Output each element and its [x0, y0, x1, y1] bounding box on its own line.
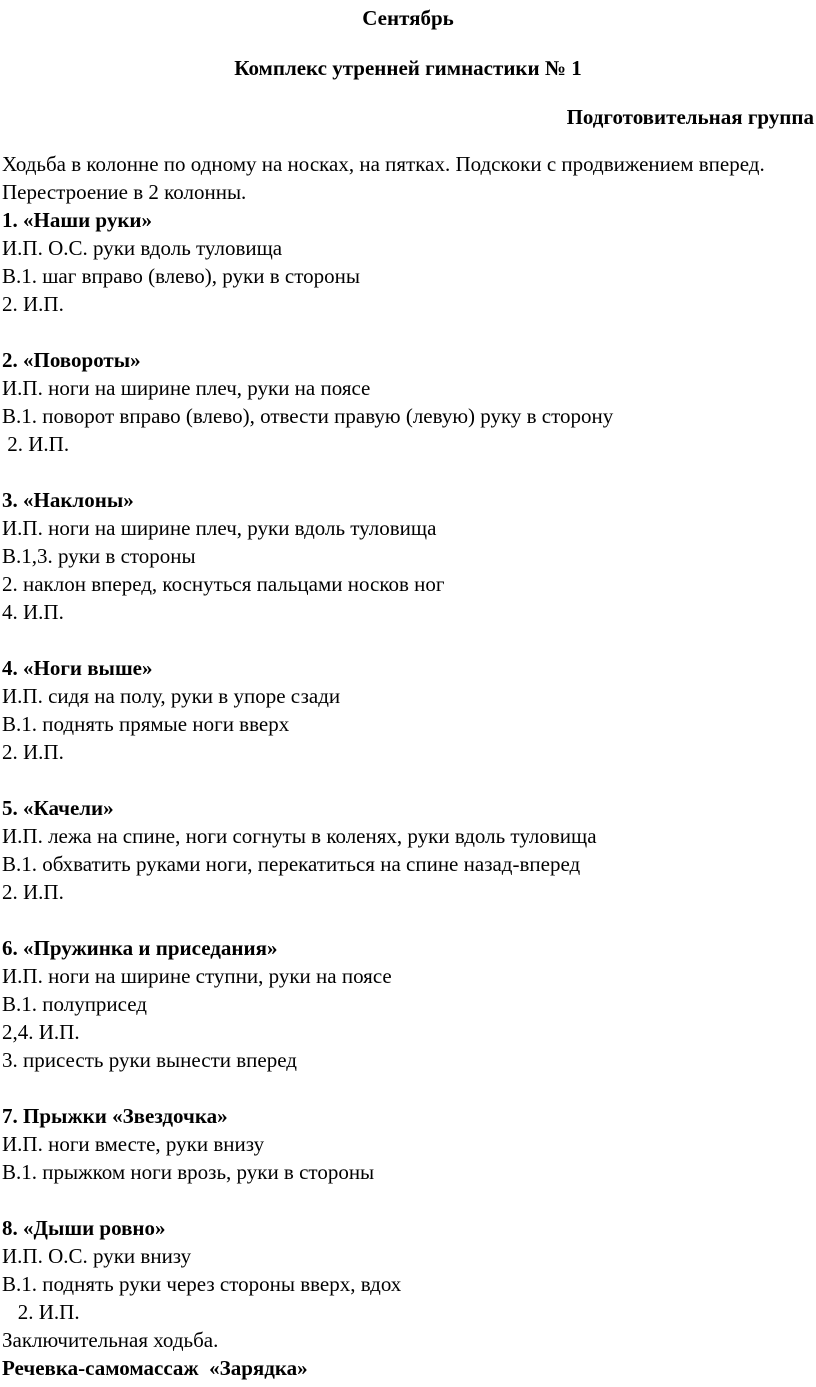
- exercise-step: И.П. ноги на ширине ступни, руки на поясе: [2, 964, 392, 988]
- document-body: [2, 150, 814, 1382]
- exercise-step: В.1. шаг вправо (влево), руки в стороны: [2, 264, 360, 288]
- exercise-title: 3. «Наклоны»: [2, 488, 134, 512]
- exercise-step: 2. И.П.: [2, 880, 64, 904]
- complex-title: Комплекс утренней гимнастики № 1: [234, 56, 582, 80]
- exercise-step: В.1. полуприсед: [2, 992, 147, 1016]
- exercise-step: 4. И.П.: [2, 600, 64, 624]
- exercise-step: И.П. ноги на ширине плеч, руки вдоль туловища: [2, 516, 437, 540]
- exercise-step: 2. И.П.: [2, 432, 70, 456]
- exercise-step: 2. И.П.: [2, 292, 64, 316]
- exercise-title: 8. «Дыши ровно»: [2, 1216, 166, 1240]
- exercise-title: 1. «Наши руки»: [2, 208, 153, 232]
- exercise-block: [2, 934, 814, 1074]
- exercise-step: 2,4. И.П.: [2, 1020, 80, 1044]
- exercise-block: [2, 654, 814, 766]
- exercise-step: 3. присесть руки вынести вперед: [2, 1048, 297, 1072]
- exercise-step: И.П. ноги на ширине плеч, руки на поясе: [2, 376, 371, 400]
- exercise-step: И.П. О.С. руки внизу: [2, 1244, 192, 1268]
- exercise-block: [2, 1102, 814, 1186]
- exercise-step: В.1,3. руки в стороны: [2, 544, 196, 568]
- exercise-step: В.1. поднять прямые ноги вверх: [2, 712, 290, 736]
- exercise-list: [2, 206, 814, 1326]
- exercise-title: 4. «Ноги выше»: [2, 656, 153, 680]
- exercise-step: 2. наклон вперед, коснуться пальцами носков ног: [2, 572, 445, 596]
- exercise-step: 2. И.П.: [2, 740, 64, 764]
- month-heading: Сентябрь: [362, 6, 454, 30]
- exercise-title: 7. Прыжки «Звездочка»: [2, 1104, 228, 1128]
- exercise-step: В.1. поворот вправо (влево), отвести правую (левую) руку в сторону: [2, 404, 614, 428]
- exercise-step: В.1. поднять руки через стороны вверх, вдох: [2, 1272, 402, 1296]
- group-label: Подготовительная группа: [566, 105, 814, 129]
- exercise-block: [2, 346, 814, 458]
- exercise-step: И.П. лежа на спине, ноги согнуты в коленях, руки вдоль туловища: [2, 824, 597, 848]
- exercise-step: И.П. сидя на полу, руки в упоре сзади: [2, 684, 341, 708]
- exercise-step: В.1. обхватить руками ноги, перекатиться на спине назад-вперед: [2, 852, 581, 876]
- exercise-title: 2. «Повороты»: [2, 348, 141, 372]
- chant-title: Речевка-самомассаж «Зарядка»: [2, 1356, 308, 1380]
- exercise-step: 2. И.П.: [2, 1300, 80, 1324]
- exercise-block: [2, 486, 814, 626]
- exercise-block: [2, 794, 814, 906]
- exercise-step: В.1. прыжком ноги врозь, руки в стороны: [2, 1160, 375, 1184]
- exercise-title: 6. «Пружинка и приседания»: [2, 936, 278, 960]
- intro-paragraph: Ходьба в колонне по одному на носках, на пятках. Подскоки с продвижением вперед. Перестроение в 2 колонны.: [2, 152, 765, 204]
- exercise-step: И.П. О.С. руки вдоль туловища: [2, 236, 283, 260]
- exercise-block: [2, 206, 814, 318]
- closing-walk: Заключительная ходьба.: [2, 1328, 219, 1352]
- exercise-block: [2, 1214, 814, 1326]
- exercise-step: И.П. ноги вместе, руки внизу: [2, 1132, 265, 1156]
- exercise-title: 5. «Качели»: [2, 796, 114, 820]
